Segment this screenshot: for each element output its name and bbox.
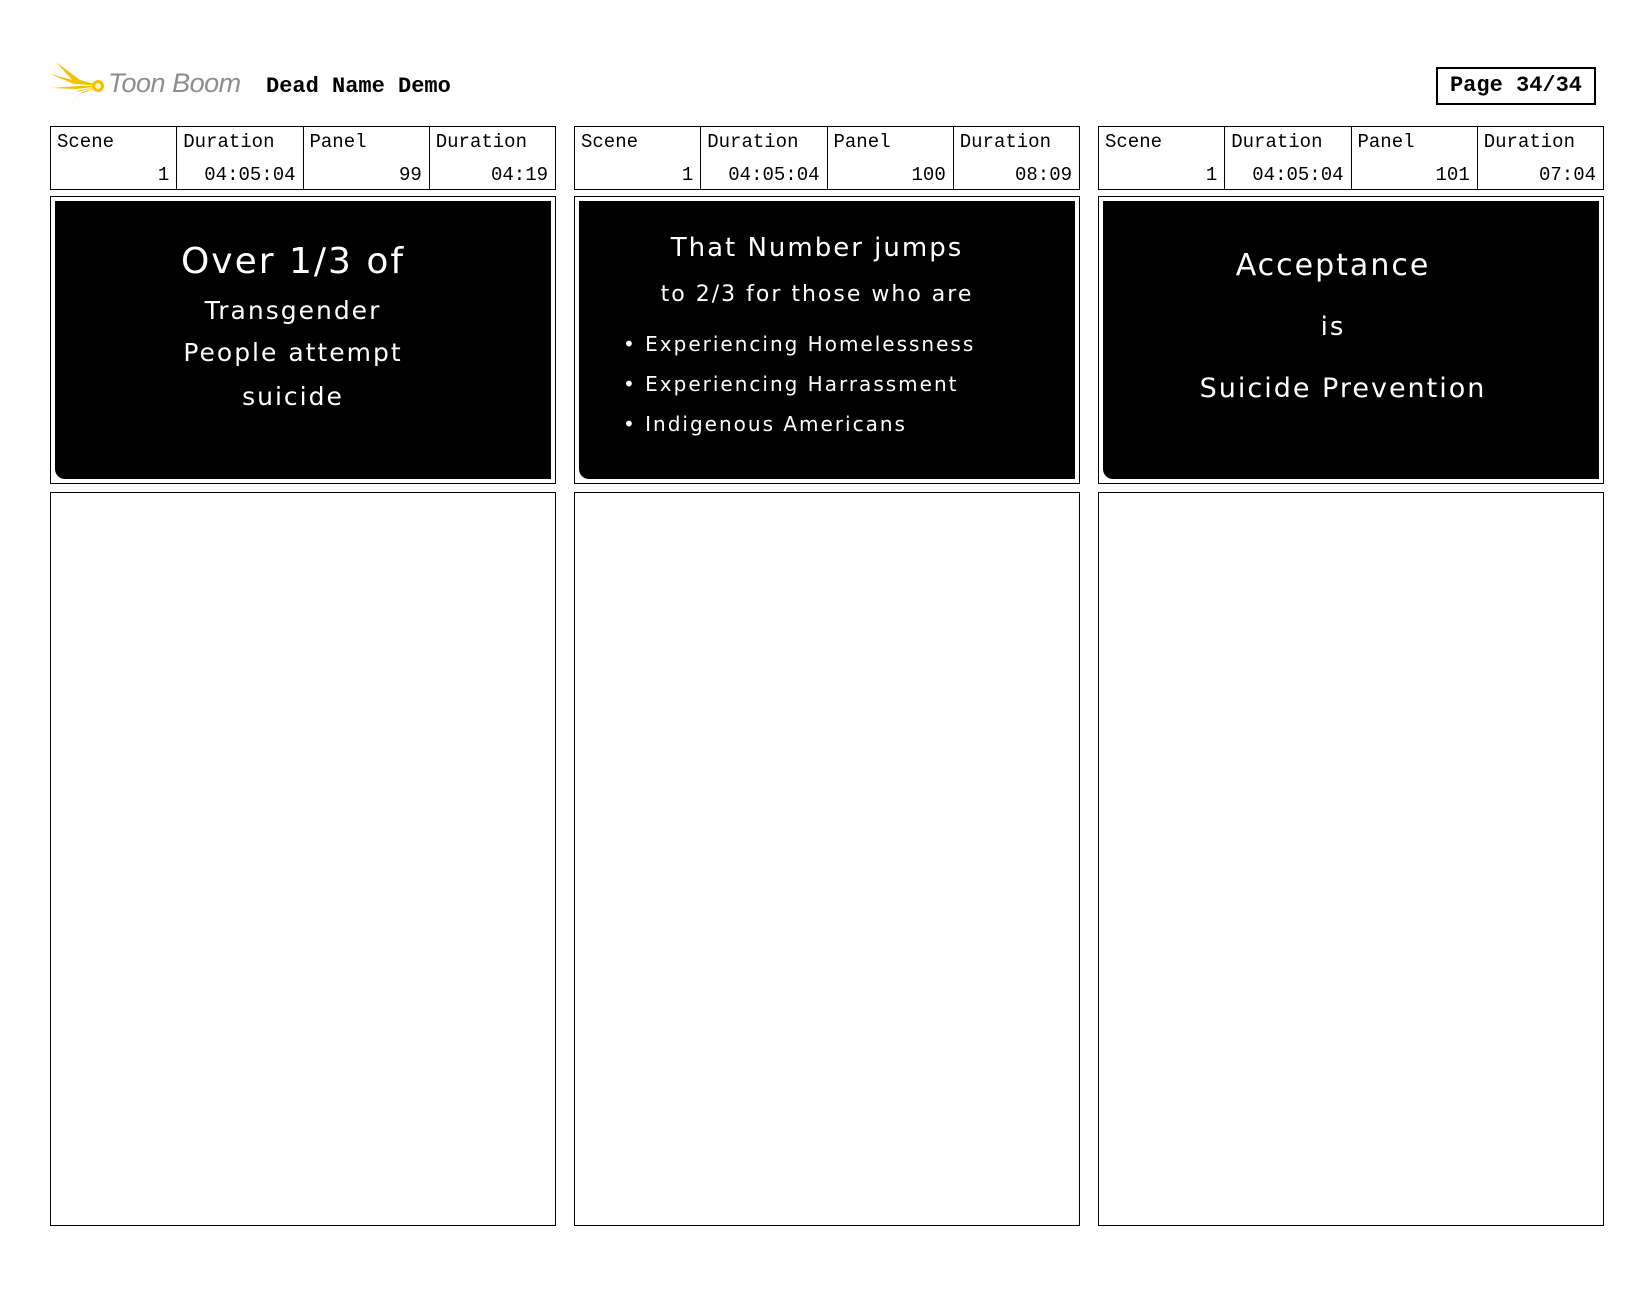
- panel-notes-area[interactable]: [1098, 492, 1604, 1226]
- panel-cell: [827, 127, 953, 189]
- project-title: Dead Name Demo: [266, 74, 451, 99]
- panel-duration-value: 08:09: [1014, 164, 1072, 186]
- panel-frame[interactable]: [50, 196, 556, 484]
- scene-cell: [575, 127, 700, 189]
- scene-label: Scene: [581, 131, 639, 153]
- frame-text-line: Over 1/3 of: [180, 241, 406, 282]
- scene-value: 1: [157, 164, 170, 186]
- page-number: Page 34/34: [1436, 67, 1596, 105]
- frame-text-line: Transgender: [204, 296, 382, 325]
- panel-duration-value: 07:04: [1538, 164, 1596, 186]
- panel-info-bar: [574, 126, 1080, 190]
- logo-text: Toon Boom: [108, 68, 241, 98]
- scene-cell: [51, 127, 176, 189]
- duration-label: Duration: [1231, 131, 1323, 153]
- panel-value: 101: [1435, 164, 1470, 186]
- panel-duration-cell: [1477, 127, 1603, 189]
- panel-notes-area[interactable]: [574, 492, 1080, 1226]
- frame-text-line: suicide: [242, 382, 344, 411]
- frame-text-line: to 2/3 for those who are: [660, 282, 974, 307]
- panel-duration-cell: [953, 127, 1079, 189]
- panel-drawing: [55, 201, 551, 479]
- scene-label: Scene: [1105, 131, 1163, 153]
- panel-label: Panel: [309, 131, 367, 153]
- scene-label: Scene: [57, 131, 115, 153]
- scene-duration-cell: [176, 127, 302, 189]
- panel-duration-cell: [429, 127, 555, 189]
- panel-value: 100: [911, 164, 946, 186]
- scene-duration-value: 04:05:04: [204, 164, 296, 186]
- panel-column: [50, 126, 556, 1226]
- panel-drawing: [1103, 201, 1599, 479]
- scene-duration-cell: [700, 127, 826, 189]
- panel-value: 99: [398, 164, 422, 186]
- page-header: [50, 58, 1600, 114]
- panel-column: [574, 126, 1080, 1226]
- duration-label: Duration: [183, 131, 275, 153]
- panel-label: Panel: [833, 131, 891, 153]
- toon-boom-logo: [50, 58, 300, 114]
- scene-duration-value: 04:05:04: [1252, 164, 1344, 186]
- panel-cell: [303, 127, 429, 189]
- panel-label: Panel: [1357, 131, 1415, 153]
- frame-text-line: People attempt: [183, 338, 403, 367]
- frame-text-line: is: [1320, 312, 1346, 342]
- panel-info-bar: [50, 126, 556, 190]
- frame-text-line: • Indigenous Americans: [623, 412, 907, 436]
- panel-info-bar: [1098, 126, 1604, 190]
- frame-text-line: • Experiencing Harrassment: [623, 372, 959, 396]
- starburst-icon: [50, 60, 108, 112]
- duration-label: Duration: [959, 131, 1051, 153]
- duration-label: Duration: [707, 131, 799, 153]
- panel-frame[interactable]: [1098, 196, 1604, 484]
- duration-label: Duration: [1483, 131, 1575, 153]
- frame-text-line: That Number jumps: [670, 233, 964, 263]
- panel-column: [1098, 126, 1604, 1226]
- panel-frame[interactable]: [574, 196, 1080, 484]
- scene-duration-cell: [1224, 127, 1350, 189]
- panel-duration-value: 04:19: [490, 164, 548, 186]
- panel-cell: [1351, 127, 1477, 189]
- scene-value: 1: [681, 164, 694, 186]
- frame-text-line: Acceptance: [1235, 248, 1431, 283]
- scene-duration-value: 04:05:04: [728, 164, 820, 186]
- frame-text-line: Suicide Prevention: [1199, 373, 1487, 404]
- scene-cell: [1099, 127, 1224, 189]
- scene-value: 1: [1205, 164, 1218, 186]
- frame-text-line: • Experiencing Homelessness: [623, 332, 976, 356]
- panel-notes-area[interactable]: [50, 492, 556, 1226]
- panel-drawing: [579, 201, 1075, 479]
- duration-label: Duration: [435, 131, 527, 153]
